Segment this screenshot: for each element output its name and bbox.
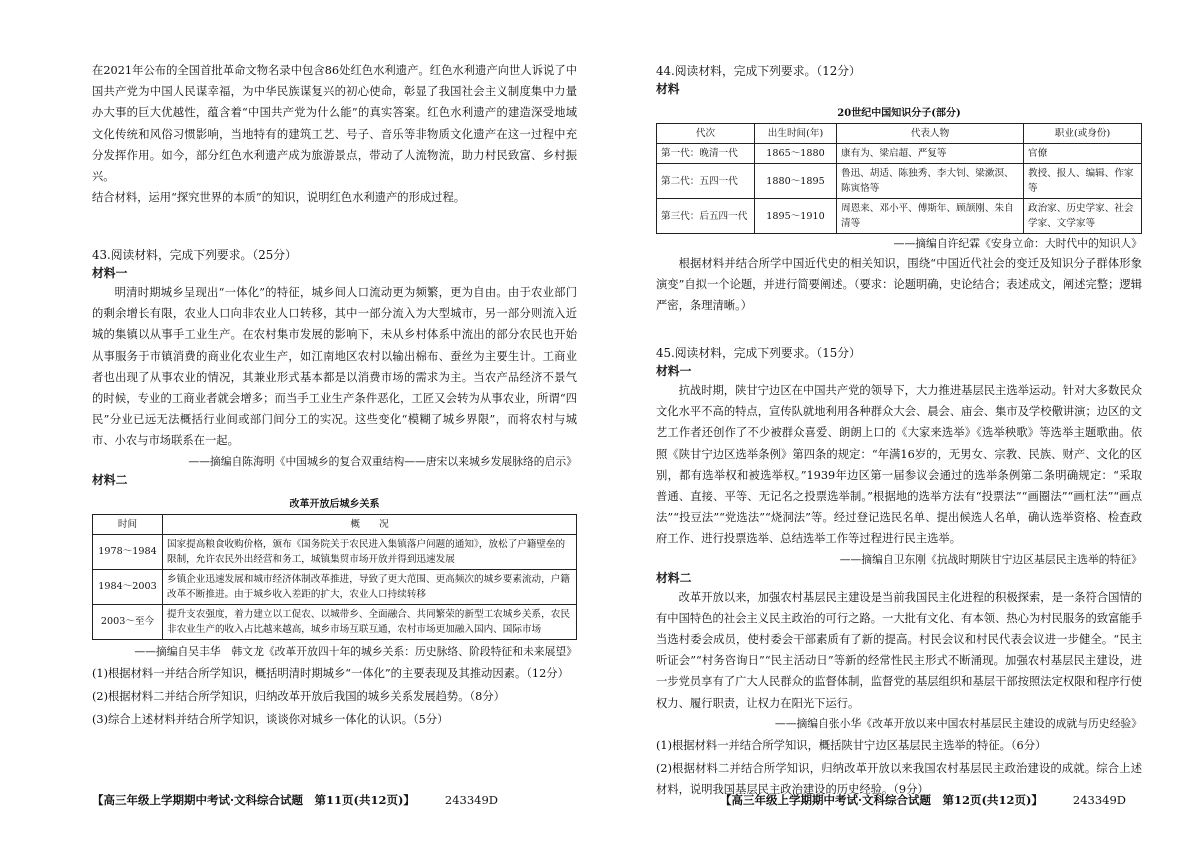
q45-title: 45.阅读材料，完成下列要求。（15分） [656, 346, 861, 360]
q43-title: 43.阅读材料，完成下列要求。（25分） [92, 248, 297, 262]
question-44 [656, 62, 1142, 317]
table-cell-generation: 第三代：后五四一代 [657, 199, 755, 234]
intro-question: 结合材料，运用“探究世界的本质”的知识，说明红色水利遗产的形成过程。 [92, 191, 466, 205]
table-cell-desc: 乡镇企业迅速发展和城市经济体制改革推进，导致了更大范围、更高频次的城乡要素流动，户籍改革不断推进。由于城乡收入差距的扩大，农业人口持续转移 [163, 569, 577, 604]
table-header-generation: 代次 [657, 124, 755, 144]
q43-material-1-text: 明清时期城乡呈现出“一体化”的特征，城乡间人口流动更为频繁，更为自由。由于农业部门的剩余增长有限，农业人口向非农业人口转移，其中一部分流入为大型城市，另一部分则流入近城的集镇以从事手工业生产。在农村集市发展的影响下，未从乡村体系中流出的部分农民也开始从事服务于市镇消费的商业化农业生产，如江南地区农村以输出棉布、蚕丝为主要生计。工商业者也出现了从事农业的情况，其兼业形式基本都是以消费市场的需求为主。当农产品经济不景气的时候，专业的工商业者就会增多；而当手工业生产条件恶化，工匠又会转为从事农业，所谓“四民”分业已远无法概括行业间或部门间分工的实况。这些变化“模糊了城乡界限”，而将农村与城市、小农与市场联系在一起。 [92, 286, 577, 448]
q45-sub-question-1: (1)根据材料一并结合所学知识，概括陕甘宁边区基层民主选举的特征。（6分） [656, 738, 1047, 752]
q45-material-2-source: ——摘编自张小华《改革开放以来中国农村基层民主建设的成就与历史经验》 [774, 716, 1142, 730]
table-cell-time: 1978～1984 [93, 534, 163, 569]
q44-material-label: 材料 [656, 82, 680, 96]
q43-sub-question-2: (2)根据材料二并结合所学知识，归纳改革开放后我国的城乡关系发展趋势。（8分） [92, 689, 505, 703]
q43-table-title: 改革开放后城乡关系 [289, 498, 380, 510]
table-cell-job: 教授、报人、编辑、作家等 [1024, 164, 1142, 199]
q43-table [92, 514, 577, 640]
q45-material-1-source: ——摘编自卫东刚《抗战时期陕甘宁边区基层民主选举的特征》 [839, 552, 1142, 566]
table-cell-generation: 第一代：晚清一代 [657, 144, 755, 164]
q43-material-2-label: 材料二 [92, 472, 128, 487]
table-header-overview: 概 况 [163, 514, 577, 534]
table-header-people: 代表人物 [837, 124, 1024, 144]
table-row [657, 164, 1142, 199]
q44-table-title: 20世纪中国知识分子(部分) [837, 108, 961, 119]
table-row [93, 604, 577, 639]
q44-table [656, 123, 1142, 234]
table-cell-generation: 第二代：五四一代 [657, 164, 755, 199]
q44-title: 44.阅读材料，完成下列要求。（12分） [656, 64, 861, 78]
question-45 [656, 344, 1142, 800]
q43-material-2-source: ——摘编自吴丰华 韩文龙《改革开放四十年的城乡关系：历史脉络、阶段特征和未来展望》 [134, 644, 577, 658]
table-cell-people: 康有为、梁启超、严复等 [837, 144, 1024, 164]
right-footer-code: 243349D [1072, 793, 1127, 807]
q45-material-2-text: 改革开放以来，加强农村基层民主建设是当前我国民主化进程的积极探索，是一条符合国情的有中国特色的社会主义民主政治的可行之路。一大批有文化、有本领、热心为村民服务的致富能手当选村委会成员，使村委会干部素质有了新的提高。村民会议和村民代表会议进一步健全。“民主听证会”“村务咨询日”“民主活动日”等新的经常性民主形式不断涌现。加强农村基层民主建设，进一步党员享有了广大人民群众的监督体制，监督党的基层组织和基层干部按照法定权限和程序行使权力、履行职责，让权力在阳光下运行。 [656, 590, 1142, 710]
q45-material-1-label: 材料一 [656, 364, 692, 378]
left-footer-title: 【高三年级上学期期中考试·文科综合试题 第11页(共12页)】 [92, 793, 415, 807]
left-footer-code: 243349D [444, 793, 499, 807]
right-footer-title: 【高三年级上学期期中考试·文科综合试题 第12页(共12页)】 [720, 793, 1043, 807]
intro-paragraph: 在2021年公布的全国首批革命文物名录中包含86处红色水利遗产。红色水利遗产向世人诉说了中国共产党为中国人民谋幸福，为中华民族谋复兴的初心使命，彰显了我国社会主义制度集中力量办大事的巨大优越性，蕴含着“中国共产党为什么能”的真实答案。红色水利遗产的建造深受地域文化传统和风俗习惯影响，当地特有的建筑工艺、号子、音乐等非物质文化遗产在这一过程中充分发挥作用。如今，部分红色水利遗产成为旅游景点，带动了人流物流，助力村民致富、乡村振兴。 [92, 64, 577, 184]
intro-block [92, 60, 577, 208]
q45-sub-question-2: (2)根据材料二并结合所学知识，归纳改革开放以来我国农村基层民主政治建设的成就。综合上述材料，说明我国基层民主政治建设的历史经验。（9分） [656, 762, 1142, 797]
q43-sub-question-3: (3)综合上述材料并结合所学知识，谈谈你对城乡一体化的认识。（5分） [92, 713, 449, 727]
table-cell-desc: 国家提高粮食收购价格，颁布《国务院关于农民进入集镇落户问题的通知》，放松了户籍壁垒的限制，允许农民外出经营和务工，城镇集贸市场开放并得到迅速发展 [163, 534, 577, 569]
left-footer [92, 792, 498, 808]
table-cell-job: 政治家、历史学家、社会学家、文学家等 [1024, 199, 1142, 234]
table-cell-birth: 1895～1910 [755, 199, 837, 234]
table-cell-people: 鲁迅、胡适、陈独秀、李大钊、梁漱溟、陈寅恪等 [837, 164, 1024, 199]
table-cell-birth: 1865～1880 [755, 144, 837, 164]
q45-material-1-text: 抗战时期，陕甘宁边区在中国共产党的领导下，大力推进基层民主选举运动。针对大多数民众文化水平不高的特点，宣传队就地利用各种群众大会、晨会、庙会、集市及学校儆讲演；边区的文艺工作者还创作了不少被群众喜爱、朗朗上口的《大家来选举》《选举秧歌》等选举主题歌曲。依照《陕甘宁边区选举条例》第四条的规定：“年满16岁的，无男女、宗教、民族、财产、文化的区别，都有选举权和被选举权。”1939年边区第一届参议会通过的选举条例第二条明确规定：“采取普通、直接、平等、无记名之投票选举制。”根据地的选举方法有“投票法”“画圈法”“画杠法”“画点法”“投豆法”“党选法”“烧洞法”等。经过登记选民名单、提出候选人名单，确认选举资格、检查政府工作、进行投票选举、总结选举工作等过程进行民主选举。 [656, 384, 1142, 546]
table-header-row [93, 514, 577, 534]
q44-source: ——摘编自许纪霖《安身立命：大时代中的知识人》 [893, 237, 1142, 250]
q45-material-2-label: 材料二 [656, 570, 692, 585]
table-cell-birth: 1880～1895 [755, 164, 837, 199]
table-header-time: 时间 [93, 514, 163, 534]
table-cell-time: 2003～至今 [93, 604, 163, 639]
question-43 [92, 246, 577, 730]
q43-material-1-source: ——摘编自陈海明《中国城乡的复合双重结构——唐宋以来城乡发展脉络的启示》 [188, 454, 577, 468]
table-cell-people: 周恩来、邓小平、傅斯年、顾颉刚、朱自清等 [837, 199, 1024, 234]
table-row [657, 199, 1142, 234]
table-cell-desc: 提升支农强度，着力建立以工促农、以城带乡、全面融合、共同繁荣的新型工农城乡关系，农民非农业生产的收入占比越来越高，城乡市场互联互通，农村市场更加融入国内、国际市场 [163, 604, 577, 639]
table-header-job: 职业(或身份) [1024, 124, 1142, 144]
q44-instruction: 根据材料并结合所学中国近代史的相关知识，围绕“中国近代社会的变迁及知识分子群体形象演变”自拟一个论题，并进行简要阐述。（要求：论题明确，史论结合；表述成文，阐述完整；逻辑严密，条理清晰。） [656, 257, 1142, 313]
right-page [600, 0, 1200, 851]
right-footer [720, 792, 1126, 808]
q43-material-1-label: 材料一 [92, 266, 128, 280]
table-row [657, 144, 1142, 164]
table-row [93, 569, 577, 604]
table-header-row [657, 124, 1142, 144]
table-cell-job: 官僚 [1024, 144, 1142, 164]
q43-sub-question-1: (1)根据材料一并结合所学知识，概括明清时期城乡“一体化”的主要表现及其推动因素。（12分） [92, 666, 569, 680]
table-cell-time: 1984～2003 [93, 569, 163, 604]
table-row [93, 534, 577, 569]
table-header-birth: 出生时间(年) [755, 124, 837, 144]
